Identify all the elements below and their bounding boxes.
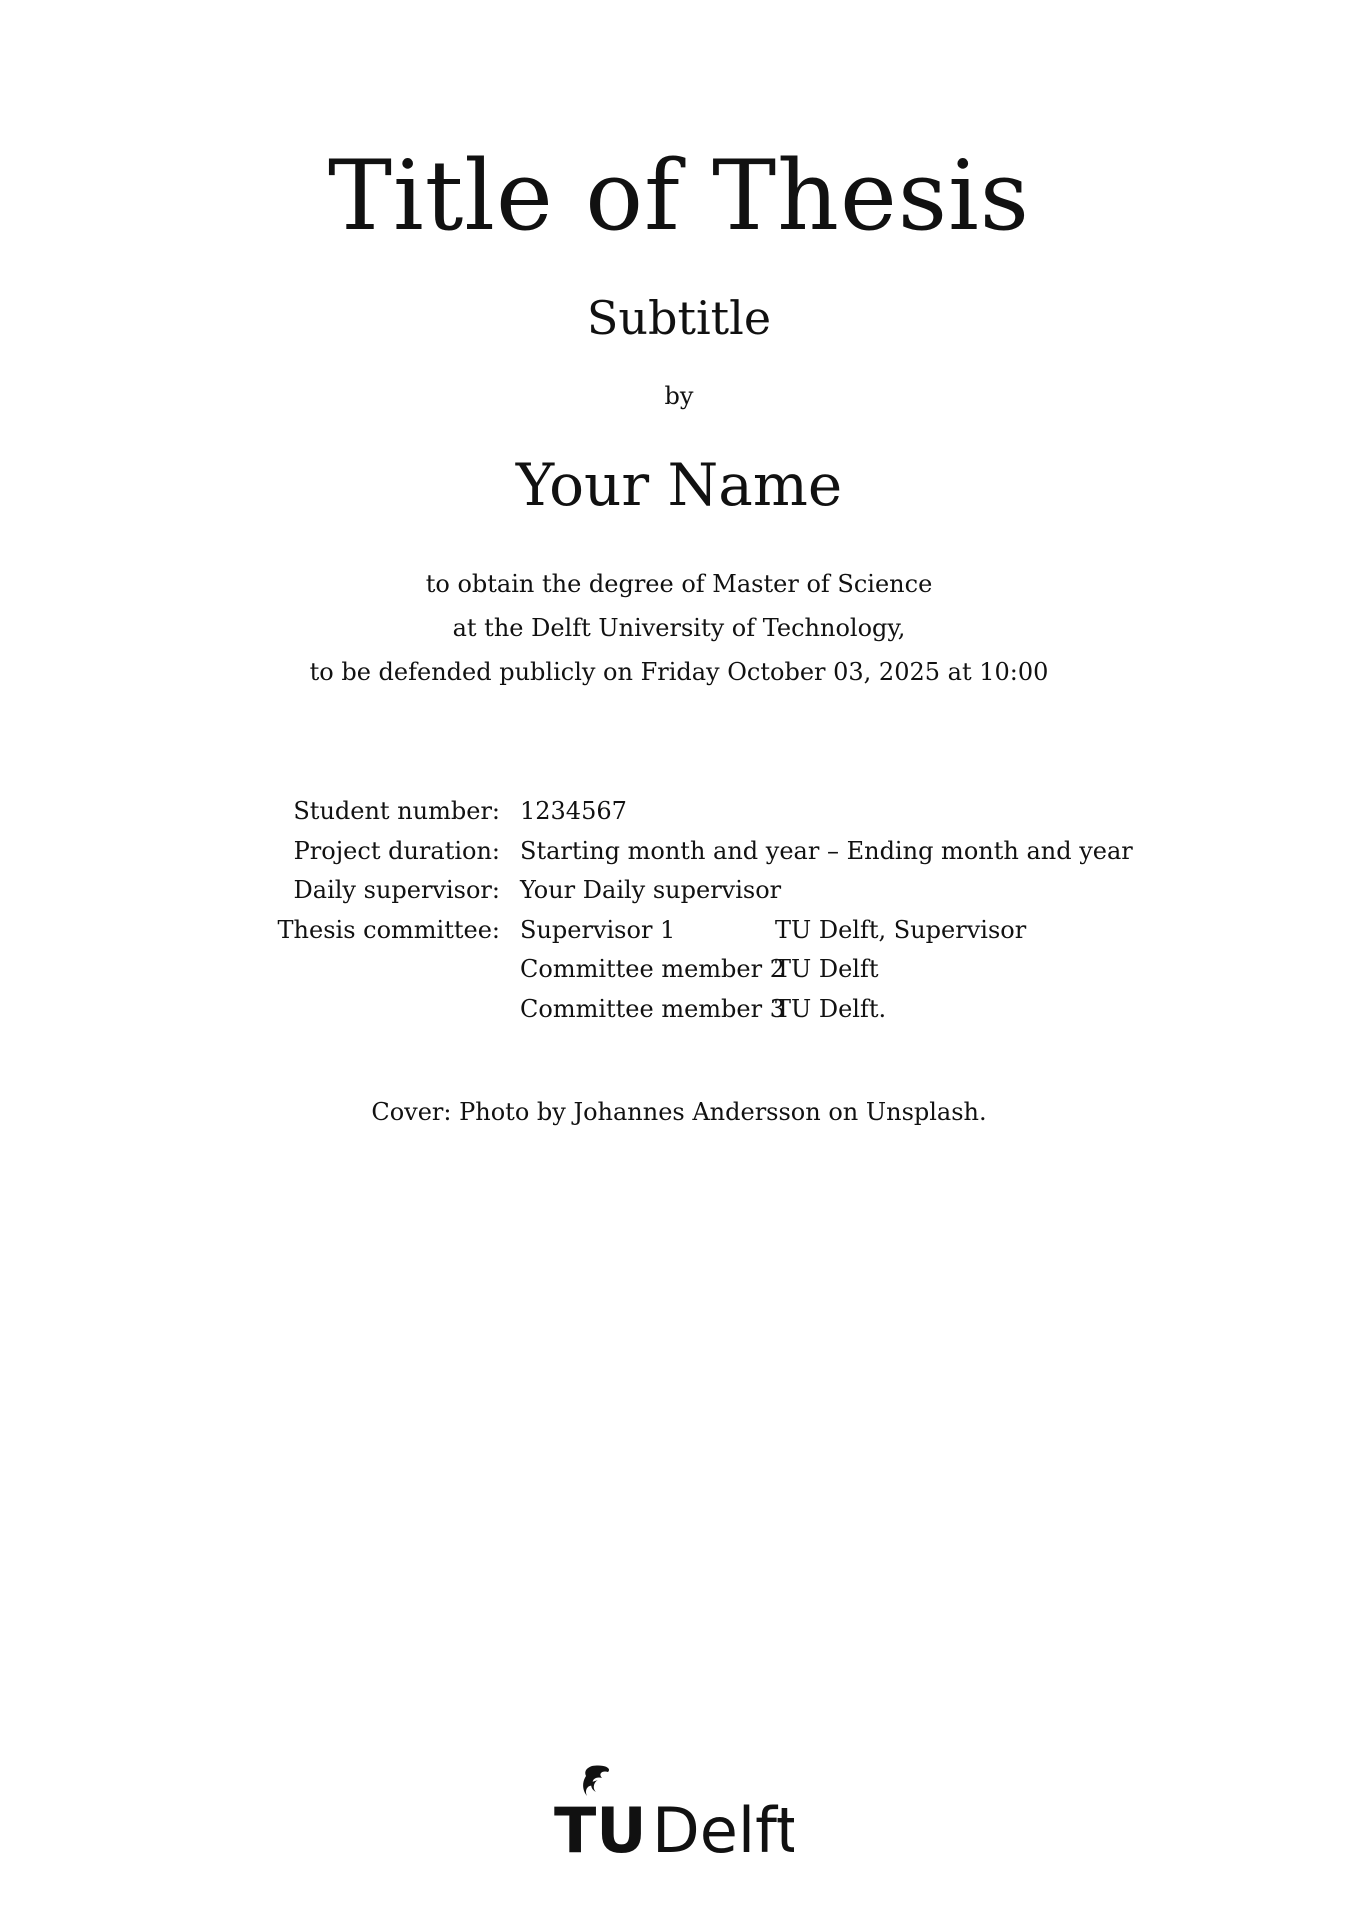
committee-member-affiliation: TU Delft, Supervisor bbox=[775, 915, 1027, 944]
daily-supervisor-row bbox=[0, 871, 1358, 911]
degree-line-2: at the Delft University of Technology, bbox=[452, 614, 906, 642]
committee-member-affiliation: TU Delft. bbox=[775, 994, 887, 1023]
committee-member-name: Supervisor 1 bbox=[520, 915, 676, 944]
daily-supervisor-label: Daily supervisor: bbox=[293, 876, 500, 904]
project-duration-label: Project duration: bbox=[293, 836, 500, 865]
committee-label: Thesis committee: bbox=[277, 915, 500, 944]
committee-member-affiliation: TU Delft bbox=[775, 955, 879, 983]
degree-line-1: to obtain the degree of Master of Science bbox=[425, 570, 933, 598]
flame-icon bbox=[583, 1765, 609, 1796]
committee-row-3 bbox=[0, 990, 1358, 1030]
by-label: by bbox=[664, 382, 694, 410]
student-number-row bbox=[0, 792, 1358, 832]
committee-row-1 bbox=[0, 911, 1358, 951]
author-name: Your Name bbox=[515, 451, 843, 519]
project-duration-value: Starting month and year – Ending month and year bbox=[520, 836, 1133, 865]
thesis-title: Title of Thesis bbox=[327, 140, 1031, 252]
degree-statement bbox=[0, 562, 1358, 694]
daily-supervisor-value: Your Daily supervisor bbox=[520, 876, 782, 904]
logo-text-bold: TU bbox=[554, 1794, 647, 1860]
student-number-label: Student number: bbox=[293, 797, 500, 825]
project-duration-row bbox=[0, 832, 1358, 872]
tudelft-logo bbox=[554, 1760, 794, 1860]
logo-text-regular: Delft bbox=[652, 1794, 794, 1860]
student-number-value: 1234567 bbox=[520, 797, 627, 825]
committee-member-name: Committee member 3 bbox=[520, 994, 785, 1023]
thesis-details bbox=[0, 792, 1358, 1029]
committee-member-name: Committee member 2 bbox=[520, 955, 785, 983]
thesis-subtitle: Subtitle bbox=[586, 291, 772, 345]
degree-line-3: to be defended publicly on Friday October 03, 2025 at 10:00 bbox=[309, 658, 1049, 686]
committee-row-2 bbox=[0, 950, 1358, 990]
cover-credit: Cover: Photo by Johannes Andersson on Unsplash. bbox=[371, 1098, 987, 1126]
